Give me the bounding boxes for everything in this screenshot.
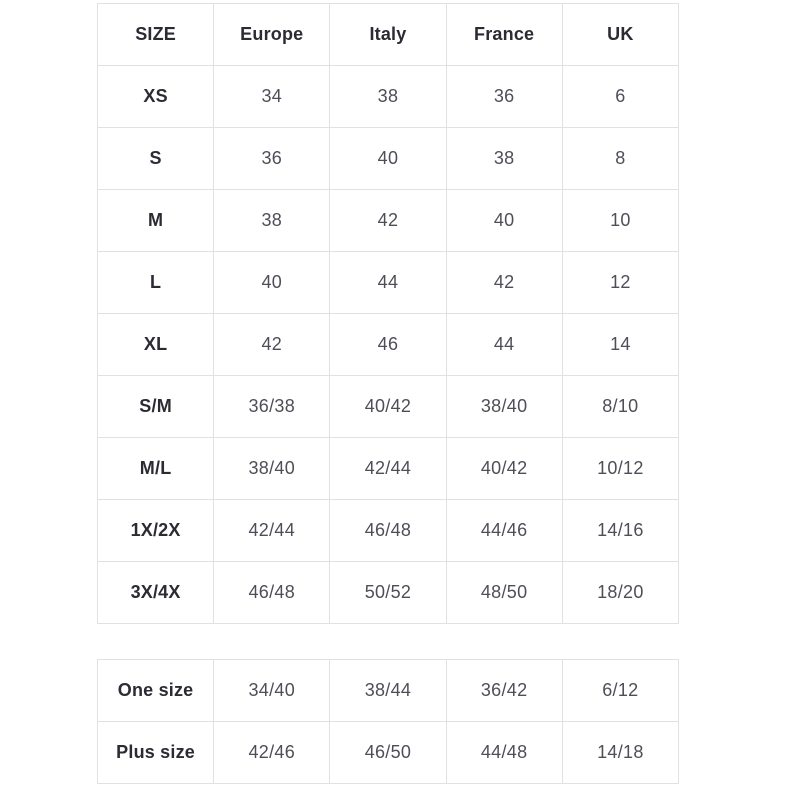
size-cell: 50/52 xyxy=(330,562,446,624)
table-row xyxy=(98,562,679,624)
table-row xyxy=(98,252,679,314)
size-cell: 42 xyxy=(214,314,330,376)
table-row xyxy=(98,376,679,438)
size-cell: 40 xyxy=(330,128,446,190)
column-header-europe: Europe xyxy=(214,4,330,66)
table-row xyxy=(98,66,679,128)
table-row xyxy=(98,128,679,190)
size-cell: 42 xyxy=(330,190,446,252)
size-cell: 36/42 xyxy=(446,660,562,722)
row-label: M xyxy=(98,190,214,252)
size-cell: 46/48 xyxy=(214,562,330,624)
size-cell: 40 xyxy=(446,190,562,252)
table-row xyxy=(98,190,679,252)
size-cell: 10 xyxy=(562,190,678,252)
column-header-france: France xyxy=(446,4,562,66)
size-cell: 34/40 xyxy=(214,660,330,722)
table-row xyxy=(98,500,679,562)
size-cell: 48/50 xyxy=(446,562,562,624)
row-label: 3X/4X xyxy=(98,562,214,624)
row-label: L xyxy=(98,252,214,314)
size-cell: 40/42 xyxy=(446,438,562,500)
table-row xyxy=(98,722,679,784)
size-cell: 42 xyxy=(446,252,562,314)
row-label: XS xyxy=(98,66,214,128)
size-cell: 34 xyxy=(214,66,330,128)
size-cell: 38 xyxy=(446,128,562,190)
size-cell: 38 xyxy=(330,66,446,128)
size-conversion-table xyxy=(97,3,679,624)
row-label: S xyxy=(98,128,214,190)
size-cell: 36/38 xyxy=(214,376,330,438)
size-cell: 46 xyxy=(330,314,446,376)
row-label: XL xyxy=(98,314,214,376)
size-cell: 14/18 xyxy=(562,722,678,784)
size-cell: 42/46 xyxy=(214,722,330,784)
size-cell: 44/48 xyxy=(446,722,562,784)
row-label: S/M xyxy=(98,376,214,438)
size-cell: 14/16 xyxy=(562,500,678,562)
row-label: Plus size xyxy=(98,722,214,784)
size-cell: 40/42 xyxy=(330,376,446,438)
size-cell: 6/12 xyxy=(562,660,678,722)
size-cell: 46/48 xyxy=(330,500,446,562)
size-cell: 44 xyxy=(330,252,446,314)
size-cell: 38/40 xyxy=(214,438,330,500)
size-cell: 12 xyxy=(562,252,678,314)
size-cell: 8 xyxy=(562,128,678,190)
size-cell: 18/20 xyxy=(562,562,678,624)
size-cell: 8/10 xyxy=(562,376,678,438)
table-row xyxy=(98,314,679,376)
header-row xyxy=(98,4,679,66)
size-cell: 42/44 xyxy=(214,500,330,562)
column-header-uk: UK xyxy=(562,4,678,66)
size-cell: 6 xyxy=(562,66,678,128)
row-label: 1X/2X xyxy=(98,500,214,562)
table-row xyxy=(98,438,679,500)
size-cell: 42/44 xyxy=(330,438,446,500)
size-cell: 38/40 xyxy=(446,376,562,438)
size-cell: 36 xyxy=(214,128,330,190)
column-header-italy: Italy xyxy=(330,4,446,66)
size-cell: 38 xyxy=(214,190,330,252)
size-cell: 40 xyxy=(214,252,330,314)
size-cell: 10/12 xyxy=(562,438,678,500)
special-size-table xyxy=(97,659,679,784)
table-row xyxy=(98,660,679,722)
column-header-size: SIZE xyxy=(98,4,214,66)
row-label: M/L xyxy=(98,438,214,500)
size-cell: 44/46 xyxy=(446,500,562,562)
size-cell: 46/50 xyxy=(330,722,446,784)
size-cell: 36 xyxy=(446,66,562,128)
row-label: One size xyxy=(98,660,214,722)
size-chart-section xyxy=(97,3,679,784)
size-cell: 38/44 xyxy=(330,660,446,722)
size-cell: 14 xyxy=(562,314,678,376)
size-cell: 44 xyxy=(446,314,562,376)
